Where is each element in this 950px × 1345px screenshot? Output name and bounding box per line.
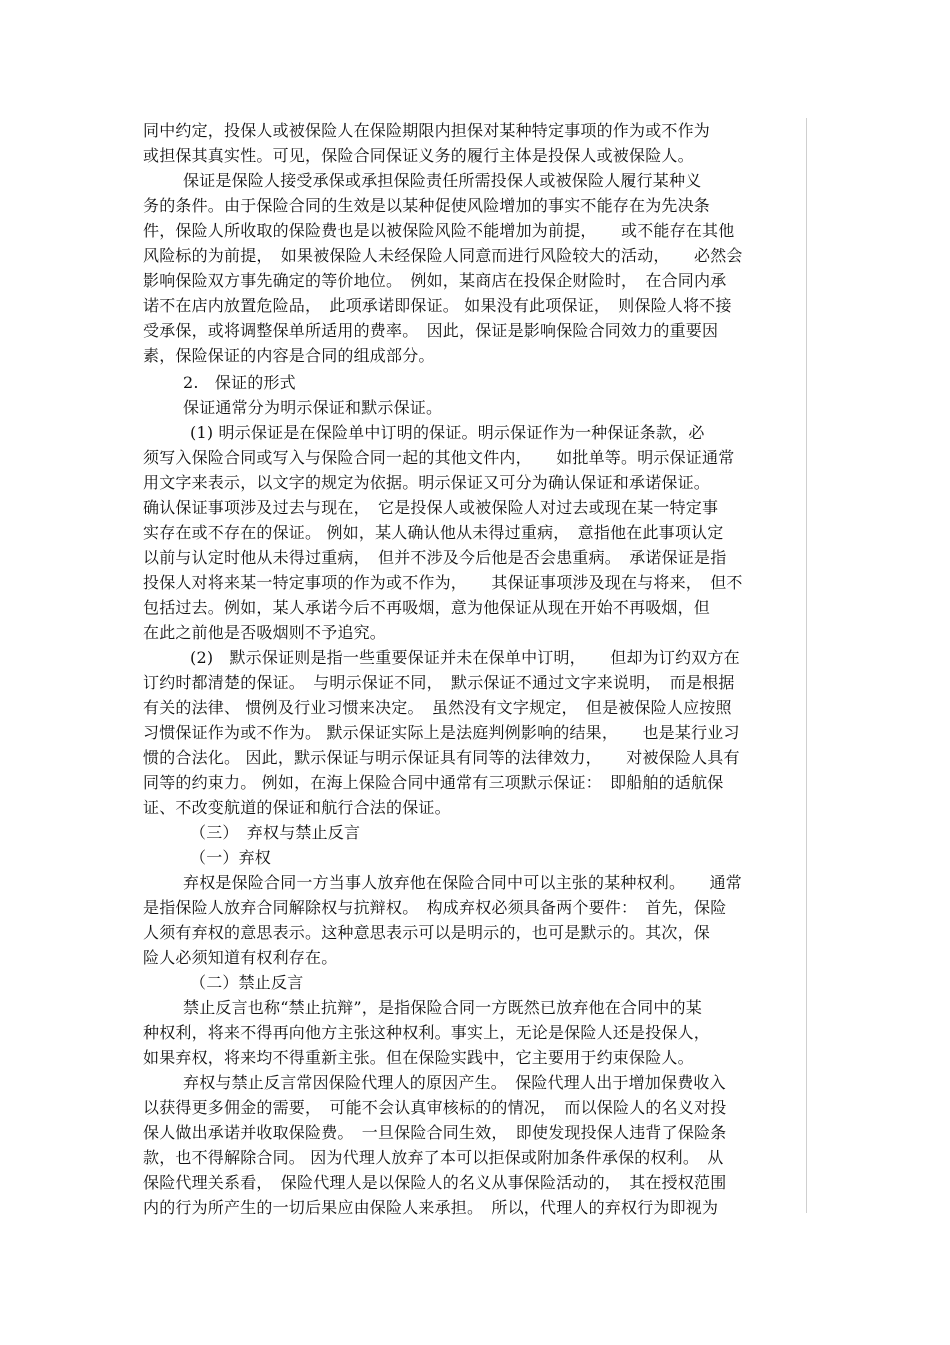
text-line: 人须有弃权的意思表示。这种意思表示可以是明示的，也可是默示的。其次，保 — [143, 923, 711, 942]
text-line: 弃权是保险合同一方当事人放弃他在保险合同中可以主张的某种权利。 通常 — [183, 873, 743, 892]
text-line: 保人做出承诺并收取保险费。 一旦保险合同生效， 即使发现投保人违背了保险条 — [143, 1123, 727, 1142]
text-line: 弃权与禁止反言常因保险代理人的原因产生。 保险代理人出于增加保费收入 — [183, 1073, 726, 1092]
text-line: 保证是保险人接受承保或承担保险责任所需投保人或被保险人履行某种义 — [183, 171, 702, 190]
text-line: 诺不在店内放置危险品， 此项承诺即保证。 如果没有此项保证， 则保险人将不接 — [143, 296, 732, 315]
text-line: （一）弃权 — [190, 848, 272, 867]
text-line: （二）禁止反言 — [190, 973, 304, 992]
text-line: 务的条件。由于保险合同的生效是以某种促使风险增加的事实不能存在为先决条 — [143, 196, 711, 215]
text-line: 惯的合法化。 因此，默示保证与明示保证具有同等的法律效力， 对被保险人具有 — [143, 748, 740, 767]
text-line: 投保人对将来某一特定事项的作为或不作为， 其保证事项涉及现在与将来， 但不 — [143, 573, 743, 592]
text-line: （三） 弃权与禁止反言 — [190, 823, 361, 842]
page-margin-line — [806, 118, 807, 1213]
text-line: 影响保险双方事先确定的等价地位。 例如，某商店在投保企财险时， 在合同内承 — [143, 271, 727, 290]
text-line: 订约时都清楚的保证。 与明示保证不同， 默示保证不通过文字来说明， 而是根据 — [143, 673, 735, 692]
text-line: 以前与认定时他从未得过重病， 但并不涉及今后他是否会患重病。 承诺保证是指 — [143, 548, 727, 567]
text-line: 受承保，或将调整保单所适用的费率。 因此，保证是影响保险合同效力的重要因 — [143, 321, 719, 340]
text-line: 件，保险人所收取的保险费也是以被保险风险不能增加为前提， 或不能存在其他 — [143, 221, 735, 240]
text-line: 确认保证事项涉及过去与现在， 它是投保人或被保险人对过去或现在某一特定事 — [143, 498, 719, 517]
text-line: 款，也不得解除合同。 因为代理人放弃了本可以拒保或附加条件承保的权利。 从 — [143, 1148, 724, 1167]
text-line: 保证通常分为明示保证和默示保证。 — [183, 398, 443, 417]
text-line: 内的行为所产生的一切后果应由保险人来承担。 所以，代理人的弃权行为即视为 — [143, 1198, 719, 1217]
text-line: 有关的法律、 惯例及行业习惯来决定。 虽然没有文字规定， 但是被保险人应按照 — [143, 698, 732, 717]
text-line: 实存在或不存在的保证。 例如，某人确认他从未得过重病， 意指他在此事项认定 — [143, 523, 724, 542]
text-line: 同中约定，投保人或被保险人在保险期限内担保对某种特定事项的作为或不作为 — [143, 121, 711, 140]
text-line: 以获得更多佣金的需要， 可能不会认真审核标的的情况， 而以保险人的名义对投 — [143, 1098, 727, 1117]
text-line: 在此之前他是否吸烟则不予追究。 — [143, 623, 387, 642]
text-line: 禁止反言也称“禁止抗辩”，是指保险合同一方既然已放弃他在合同中的某 — [183, 998, 702, 1017]
text-line: 种权利，将来不得再向他方主张这种权利。事实上，无论是保险人还是投保人， — [143, 1023, 711, 1042]
text-line: 素，保险保证的内容是合同的组成部分。 — [143, 346, 435, 365]
text-line: 是指保险人放弃合同解除权与抗辩权。 构成弃权必须具备两个要件： 首先，保险 — [143, 898, 727, 917]
text-line: 2. 保证的形式 — [183, 373, 296, 392]
text-line: 证、不改变航道的保证和航行合法的保证。 — [143, 798, 451, 817]
text-line: 如果弃权，将来均不得重新主张。但在保险实践中，它主要用于约束保险人。 — [143, 1048, 694, 1067]
text-line: 风险标的为前提， 如果被保险人未经保险人同意而进行风险较大的活动， 必然会 — [143, 246, 743, 265]
text-line: (2) 默示保证则是指一些重要保证并未在保单中订明， 但却为订约双方在 — [190, 648, 740, 667]
text-line: 包括过去。例如，某人承诺今后不再吸烟，意为他保证从现在开始不再吸烟，但 — [143, 598, 711, 617]
text-line: 习惯保证作为或不作为。 默示保证实际上是法庭判例影响的结果， 也是某行业习 — [143, 723, 740, 742]
text-line: 或担保其真实性。可见，保险合同保证义务的履行主体是投保人或被保险人。 — [143, 146, 694, 165]
text-line: 险人必须知道有权利存在。 — [143, 948, 338, 967]
text-line: 须写入保险合同或写入与保险合同一起的其他文件内， 如批单等。明示保证通常 — [143, 448, 735, 467]
text-line: 保险代理关系看， 保险代理人是以保险人的名义从事保险活动的， 其在授权范围 — [143, 1173, 727, 1192]
text-line: 同等的约束力。 例如，在海上保险合同中通常有三项默示保证： 即船舶的适航保 — [143, 773, 724, 792]
text-line: 用文字来表示，以文字的规定为依据。明示保证又可分为确认保证和承诺保证。 — [143, 473, 711, 492]
text-line: (1) 明示保证是在保险单中订明的保证。明示保证作为一种保证条款，必 — [190, 423, 705, 442]
